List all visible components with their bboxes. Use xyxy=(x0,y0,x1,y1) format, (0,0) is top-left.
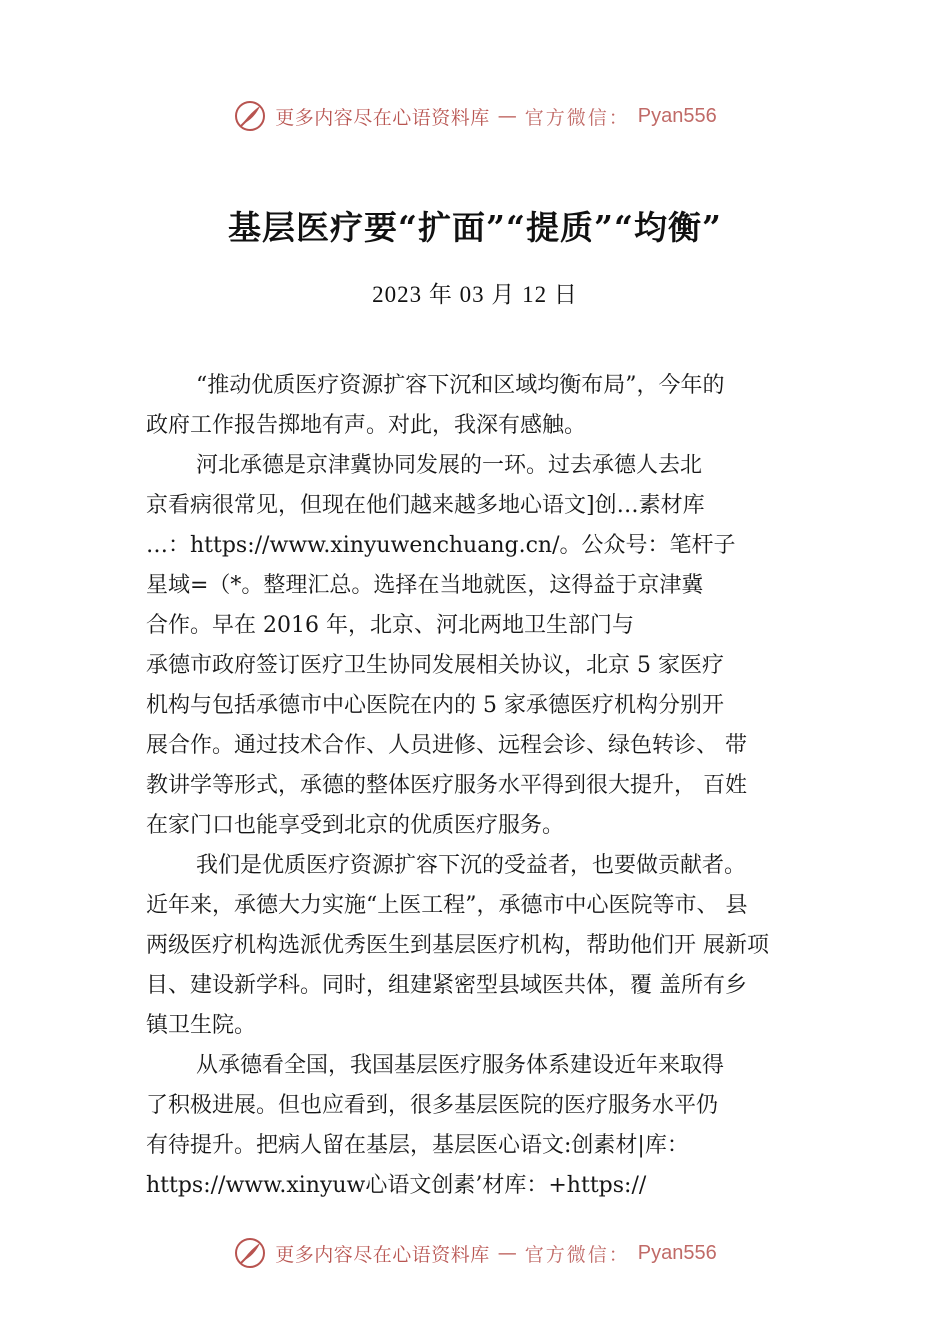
article-body xyxy=(146,366,836,1206)
body-line: 河北承德是京津冀协同发展的一环。过去承德人去北 xyxy=(196,453,703,478)
body-line: 承德市政府签订医疗卫生协同发展相关协议，北京 5 家医疗 xyxy=(146,653,724,678)
banner-separator: — xyxy=(497,1242,517,1264)
banner-text: 更多内容尽在心语资料库 xyxy=(275,1243,490,1266)
body-line: 两级医疗机构选派优秀医生到基层医疗机构，帮助他们开 展新项 xyxy=(146,933,769,958)
footer-watermark-banner xyxy=(0,1233,950,1273)
banner-separator: — xyxy=(497,105,517,127)
body-line: 展合作。通过技术合作、人员进修、远程会诊、绿色转诊、 带 xyxy=(146,733,747,758)
body-line: 教讲学等形式，承德的整体医疗服务水平得到很大提升， 百姓 xyxy=(146,773,747,798)
header-watermark-banner xyxy=(0,96,950,136)
banner-wechat-id: Pyan556 xyxy=(637,1241,717,1264)
body-line: 我们是优质医疗资源扩容下沉的受益者，也要做贡献者。 xyxy=(196,853,747,878)
banner-wechat-label: 官方微信： xyxy=(524,1243,630,1266)
feather-quill-logo-icon xyxy=(233,1236,267,1270)
feather-quill-logo-icon xyxy=(233,99,267,133)
banner-wechat-id: Pyan556 xyxy=(637,104,717,127)
body-line: 了积极进展。但也应看到，很多基层医院的医疗服务水平仍 xyxy=(146,1093,719,1118)
body-line: 京看病很常见，但现在他们越来越多地心语文]创…素材库 xyxy=(146,493,705,518)
body-line: 在家门口也能享受到北京的优质医疗服务。 xyxy=(146,813,565,838)
body-line: 从承德看全国，我国基层医疗服务体系建设近年来取得 xyxy=(196,1053,725,1078)
body-line: 目、建设新学科。同时，组建紧密型县域医共体，覆 盖所有乡 xyxy=(146,973,747,998)
body-line: …：https://www.xinyuwenchuang.cn/。公众号：笔杆子 xyxy=(146,533,736,558)
body-line: 近年来，承德大力实施“上医工程”，承德市中心医院等市、 县 xyxy=(146,893,748,918)
body-line: 政府工作报告掷地有声。对此，我深有感触。 xyxy=(146,413,587,438)
article-date: 2023 年 03 月 12 日 xyxy=(372,282,578,307)
banner-text: 更多内容尽在心语资料库 xyxy=(275,106,490,129)
body-line: “推动优质医疗资源扩容下沉和区域均衡布局”，今年的 xyxy=(196,373,725,398)
banner-wechat-label: 官方微信： xyxy=(524,106,630,129)
body-line: 镇卫生院。 xyxy=(146,1013,257,1038)
body-line: 合作。早在 2016 年，北京、河北两地卫生部门与 xyxy=(146,613,634,638)
body-line: 星域=（*。整理汇总。选择在当地就医，这得益于京津冀 xyxy=(146,573,704,598)
body-line: 有待提升。把病人留在基层，基层医心语文:创素材|库： xyxy=(146,1133,689,1158)
body-line: 机构与包括承德市中心医院在内的 5 家承德医疗机构分别开 xyxy=(146,693,724,718)
article-title: 基层医疗要“扩面”“提质”“均衡” xyxy=(228,208,722,247)
body-line: https://www.xinyuw心语文创素’材库：+https:// xyxy=(146,1173,647,1198)
